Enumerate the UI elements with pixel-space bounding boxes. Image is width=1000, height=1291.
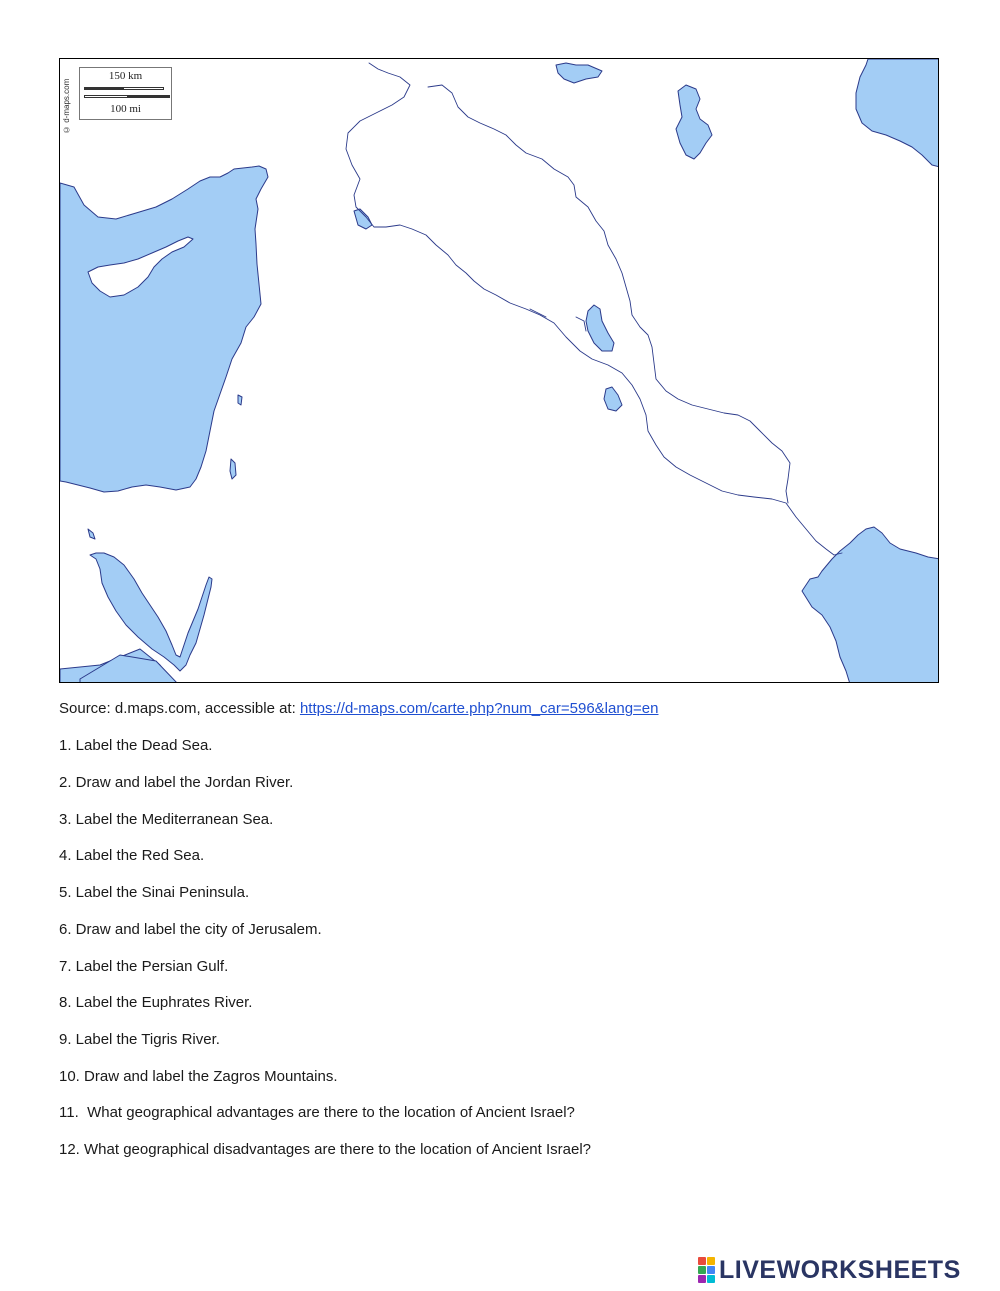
question-5: 5. Label the Sinai Peninsula.	[59, 884, 250, 901]
question-11: 11. What geographical advantages are there to the location of Ancient Israel?	[59, 1104, 575, 1121]
scale-km-label: 150 km	[108, 70, 143, 82]
liveworksheets-logo-text: LIVEWORKSHEETS	[719, 1255, 961, 1284]
question-7: 7. Label the Persian Gulf.	[59, 958, 229, 975]
lake-urmia	[676, 85, 712, 159]
tigris-river	[428, 85, 790, 503]
map	[59, 58, 939, 683]
question-3: 3. Label the Mediterranean Sea.	[59, 811, 274, 828]
lake-van	[556, 63, 602, 83]
mediterranean-sea	[60, 166, 268, 492]
question-6: 6. Draw and label the city of Jerusalem.	[59, 921, 322, 938]
question-10: 10. Draw and label the Zagros Mountains.	[59, 1068, 338, 1085]
persian-gulf	[802, 527, 939, 683]
map-drawing	[60, 59, 939, 683]
question-12: 12. What geographical disadvantages are there to the location of Ancient Israel?	[59, 1141, 592, 1158]
liveworksheets-logo-icon	[698, 1257, 715, 1283]
scale-mi-label: 100 mi	[110, 103, 141, 115]
scale-km-bar	[84, 87, 164, 90]
source-line	[59, 700, 659, 718]
scale-mi-bar	[84, 95, 170, 98]
question-2: 2. Draw and label the Jordan River.	[59, 774, 294, 791]
question-8: 8. Label the Euphrates River.	[59, 994, 253, 1011]
lake-habbaniyah	[604, 387, 622, 411]
map-scale-bar	[79, 67, 172, 120]
question-4: 4. Label the Red Sea.	[59, 847, 205, 864]
lake-tharthar	[586, 305, 614, 351]
map-credit: © d-maps.com	[62, 78, 71, 134]
source-link[interactable]: https://d-maps.com/carte.php?num_car=596&lang=en	[299, 700, 659, 717]
question-9: 9. Label the Tigris River.	[59, 1031, 220, 1048]
question-1: 1. Label the Dead Sea.	[59, 737, 213, 754]
caspian-sea	[856, 59, 939, 167]
source-prefix: Source: d.maps.com, accessible at:	[59, 700, 300, 717]
liveworksheets-logo	[698, 1255, 961, 1285]
